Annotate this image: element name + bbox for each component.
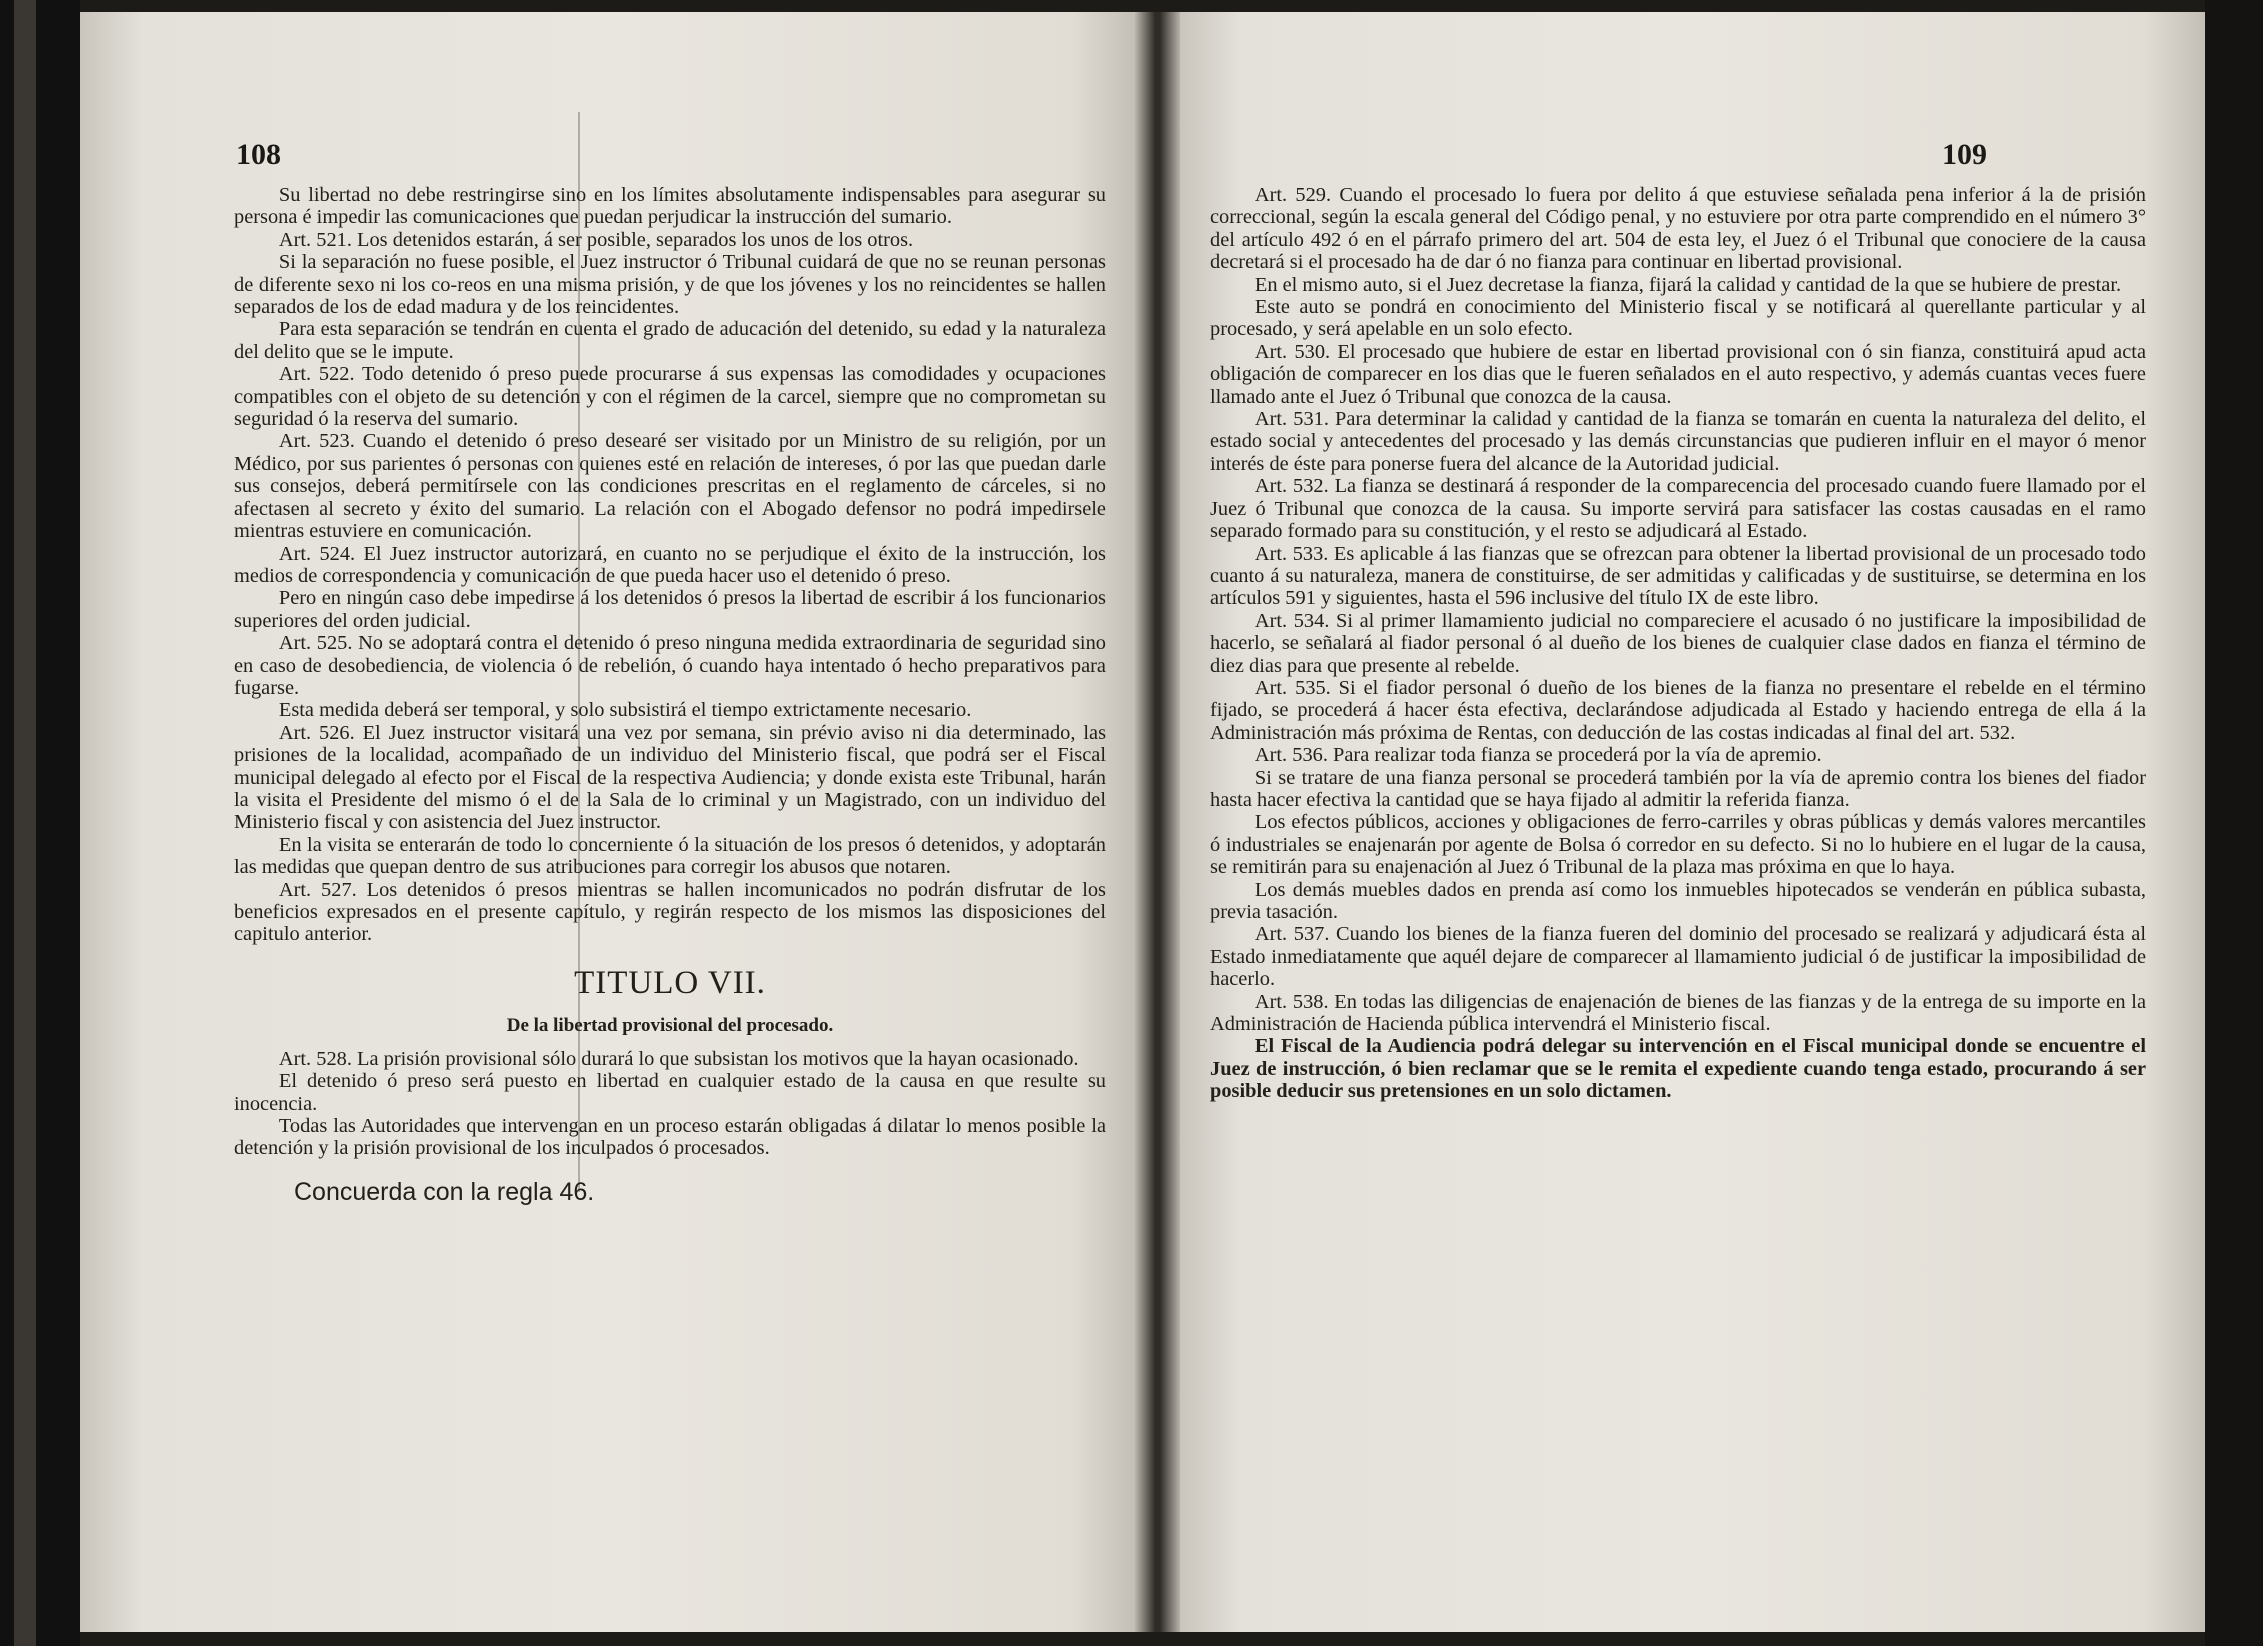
- paragraph: Todas las Autoridades que intervengan en un proceso estarán obligadas á dilatar lo menos posible la detención y la prisión provisional de los inculpados ó procesados.: [234, 1115, 1106, 1160]
- paragraph: Art. 536. Para realizar toda fianza se procederá por la vía de apremio.: [1254, 744, 1822, 767]
- paragraph: El detenido ó preso será puesto en libertad en cualquier estado de la causa en que resulte su inocencia.: [234, 1070, 1106, 1115]
- paragraph: Art. 531. Para determinar la calidad y cantidad de la fianza se tomarán en cuenta la naturaleza del delito, el estado social y antecedentes del procesado y las demás circunstancias que pudieren influir en el mayor ó menor interés de éste para ponerse fuera del alcance de la Autoridad judicial.: [1210, 408, 2146, 475]
- paragraph: Art. 533. Es aplicable á las fianzas que se ofrezcan para obtener la libertad provisional de un procesado todo cuanto á su naturaleza, manera de constituirse, de ser admitidas y calificadas y de sustituirse, se determina en los artículos 591 y siguientes, hasta el 596 inclusive del título IX de este libro.: [1210, 542, 2146, 610]
- paragraph: Art. 537. Cuando los bienes de la fianza fueren del dominio del procesado se realizará y adjudicará ésta al Estado inmediatamente que aquél dejare de comparecer al llamamiento judicial ó de justificar la imposibilidad de hacerlo.: [1210, 923, 2146, 991]
- paragraph: Art. 535. Si el fiador personal ó dueño de los bienes de la fianza no presentare el rebelde en el término fijado, se procederá á hacer ésta efectiva, declarándose adjudicada al Estado y haciendo entrega de ella á la Administración más próxima de Rentas, con deducción de las costas indicadas al final del art. 532.: [1210, 676, 2146, 744]
- paragraph: Art. 529. Cuando el procesado lo fuera por delito á que estuviese señalada pena inferior á la de prisión correccional, según la escala general del Código penal, y no estuviere por otra parte comprendido en el número 3° del artículo 492 ó en el párrafo primero del art. 504 de esta ley, el Juez ó el Tribunal que conociere de la causa decretará si el procesado ha de dar ó no fianza para continuar en libertad provisional.: [1210, 184, 2146, 274]
- paragraph: El Fiscal de la Audiencia podrá delegar su intervención en el Fiscal municipal donde se encuentre el Juez de instrucción, ó bien reclamar que se le remita el expediente cuando tenga estado, procurando á ser posible deducir sus pretensiones en un solo dictamen.: [1210, 1035, 2146, 1103]
- paragraph: Pero en ningún caso debe impedirse á los detenidos ó presos la libertad de escribir á los funcionarios superiores del orden judicial.: [234, 587, 1106, 632]
- paragraph: Los demás muebles dados en prenda así como los inmuebles hipotecados se venderán en pública subasta, previa tasación.: [1210, 878, 2146, 923]
- paragraph: Art. 524. El Juez instructor autorizará, en cuanto no se perjudique el éxito de la instrucción, los medios de correspondencia y comunicación de que pueda hacer uso el detenido ó preso.: [234, 542, 1106, 587]
- paragraph: Este auto se pondrá en conocimiento del Ministerio fiscal y se notificará al querellante particular y al procesado, y será apelable en un solo efecto.: [1210, 296, 2146, 341]
- paragraph: Si se tratare de una fianza personal se procederá también por la vía de apremio contra los bienes del fiador hasta hacer efectiva la cantidad que se haya fijado al admitir la referida fianza.: [1210, 766, 2146, 811]
- paragraph: Si la separación no fuese posible, el Juez instructor ó Tribunal cuidará de que no se reunan personas de diferente sexo ni los co-reos en una misma prisión, y de que los jóvenes y los no reincidentes se hallen separados de los de edad madura y de los reincidentes.: [234, 251, 1106, 319]
- scanner-edge-left: [0, 0, 80, 1646]
- paragraph: Art. 532. La fianza se destinará á responder de la comparecencia del procesado cuando fuere llamado por el Juez ó Tribunal que conozca de la causa. Su importe servirá para satisfacer las costas causadas en el ramo separado formado para su constitución, y el resto se adjudicará al Estado.: [1210, 475, 2146, 543]
- left-page-text: [234, 184, 1106, 1210]
- paragraph: Art. 527. Los detenidos ó presos mientras se hallen incomunicados no podrán disfrutar de los beneficios expresados en el presente capítulo, y regirán respecto de los mismos las disposiciones del capitulo anterior.: [234, 878, 1106, 946]
- paragraph: Art. 538. En todas las diligencias de enajenación de bienes de las fianzas y de la entrega de su importe en la Administración de Hacienda pública intervendrá el Ministerio fiscal.: [1210, 990, 2146, 1036]
- paragraph: En la visita se enterarán de todo lo concerniente ó la situación de los presos ó detenidos, y adoptarán las medidas que quepan dentro de sus atribuciones para corregir los abusos que notaren.: [234, 833, 1106, 879]
- paragraph: Los efectos públicos, acciones y obligaciones de ferro-carriles y obras públicas y demás valores mercantiles ó industriales se enajenarán por agente de Bolsa ó corredor en su defecto. Si no lo hubiere en el lugar de la causa, se remitirán para su enajenación al Juez ó Tribunal de la plaza mas próxima en que lo haya.: [1210, 811, 2146, 879]
- paragraph: Art. 528. La prisión provisional sólo durará lo que subsistan los motivos que la hayan ocasionado.: [278, 1047, 1079, 1070]
- paragraph: Art. 525. No se adoptará contra el detenido ó preso ninguna medida extraordinaria de seguridad sino en caso de desobediencia, de violencia ó de rebelión, ó cuando haya intentado ó hecho preparativos para fugarse.: [234, 632, 1106, 699]
- left-page: [80, 12, 1135, 1632]
- paragraph: Su libertad no debe restringirse sino en los límites absolutamente indispensables para asegurar su persona é impedir las comunicaciones que puedan perjudicar la instrucción del sumario.: [234, 184, 1106, 229]
- paragraph: Art. 534. Si al primer llamamiento judicial no compareciere el acusado ó no justificare la imposibilidad de hacerlo, se señalará al fiador personal ó al dueño de los bienes de cualquier clase dados en fianza el término de diez dias para que presente al rebelde.: [1210, 609, 2146, 677]
- scanner-edge-right: [2205, 0, 2263, 1646]
- paragraph: En el mismo auto, si el Juez decretase la fianza, fijará la calidad y cantidad de la que se hubiere de prestar.: [1254, 273, 2122, 296]
- paragraph: Art. 526. El Juez instructor visitará una vez por semana, sin prévio aviso ni dia determinado, las prisiones de la localidad, acompañado de un individuo del Ministerio fiscal, que podrá ser el Fiscal municipal delegado al efecto por el Fiscal de la respectiva Audiencia; y donde exista este Tribunal, harán la visita el Presidente del mismo ó el de la Sala de lo criminal y un Magistrado, con un individuo del Ministerio fiscal y con asistencia del Juez instructor.: [234, 721, 1106, 834]
- paragraph: Art. 522. Todo detenido ó preso puede procurarse á sus expensas las comodidades y ocupaciones compatibles con el objeto de su detención y con el régimen de la carcel, siempre que no comprometan su seguridad ó la reserva del sumario.: [234, 363, 1106, 431]
- right-page: [1180, 12, 2205, 1632]
- book-gutter: [1135, 12, 1180, 1632]
- paragraph: Art. 530. El procesado que hubiere de estar en libertad provisional con ó sin fianza, constituirá apud acta obligación de comparecer en los dias que le fueren señalados en el auto respectivo, y además cuantas veces fuere llamado ante el Juez ó Tribunal que conozca de la causa.: [1210, 340, 2146, 408]
- chapter-subtitle: De la libertad provisional del procesado.: [506, 1014, 834, 1036]
- paragraph: Para esta separación se tendrán en cuenta el grado de aducación del detenido, su edad y la naturaleza del delito que se le impute.: [234, 318, 1106, 363]
- right-page-text: [1210, 184, 2146, 1103]
- page-number: 108: [236, 138, 281, 171]
- concordance-note: Concuerda con la regla 46.: [294, 1177, 595, 1206]
- paragraph: Art. 521. Los detenidos estarán, á ser posible, separados los unos de los otros.: [278, 228, 914, 251]
- chapter-title: TITULO VII.: [574, 964, 766, 1001]
- paragraph: Art. 523. Cuando el detenido ó preso desearé ser visitado por un Ministro de su religión, por un Médico, por sus parientes ó personas con quienes esté en relación de intereses, ó por las que puedan darle sus consejos, deberá permitírsele con las condiciones prescritas en el reglamento de cárceles, si no afectasen al secreto y éxito del sumario. La relación con el Abogado defensor no podrá impedirsele mientras estuviere en comunicación.: [234, 430, 1106, 543]
- page-number: 109: [1942, 138, 1987, 171]
- paragraph: Esta medida deberá ser temporal, y solo subsistirá el tiempo extrictamente necesario.: [278, 699, 972, 722]
